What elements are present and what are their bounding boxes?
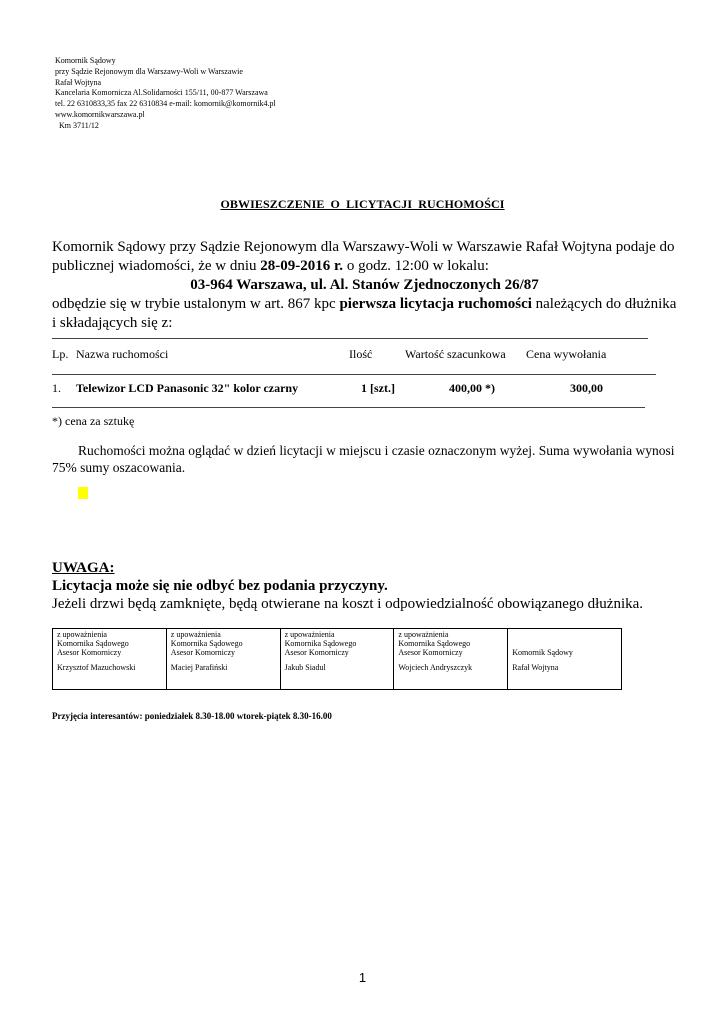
- sig-line: Asesor Komorniczy: [284, 647, 349, 657]
- price-footnote: *) cena za sztukę: [52, 414, 135, 428]
- sig-line: z upoważnienia: [170, 630, 221, 639]
- row-name: Telewizor LCD Panasonic 32" kolor czarny: [76, 381, 299, 395]
- viewing-text: Ruchomości można oglądać w dzień licytacji w miejscu i czasie oznaczonym wyżej. Suma wywołania wynosi 75% sumy oszacowania.: [52, 443, 675, 475]
- document-title: OBWIESZCZENIE O LICYTACJI RUCHOMOŚCI: [220, 197, 505, 211]
- warning-line-2: Jeżeli drzwi będą zamknięte, będą otwierane na koszt i odpowiedzialność obowiązanego dłużnika.: [52, 596, 644, 612]
- signature-cell: [53, 629, 167, 689]
- col-value: Wartość szacunkowa: [405, 347, 506, 361]
- auction-type: pierwsza licytacja ruchomości: [339, 296, 532, 312]
- header-line: Kancelaria Komornicza Al.Solidarności 155/11, 00-877 Warszawa: [55, 88, 268, 98]
- sig-line: Komornika Sądowego: [57, 638, 129, 648]
- intro-paragraph: [52, 238, 677, 333]
- signature-table: [52, 628, 622, 690]
- col-qty: Ilość: [349, 347, 373, 361]
- sig-line: z upoważnienia: [284, 630, 335, 639]
- sig-line: Asesor Komorniczy: [170, 647, 236, 657]
- warning-line-1: Licytacja może się nie odbyć bez podania przyczyny.: [52, 578, 388, 594]
- intro-text: Komornik Sądowy przy Sądzie Rejonowym dla Warszawy-Woli w Warszawie Rafał Wojtyna podaje do publicznej wiadomości, że w dniu: [52, 239, 675, 274]
- auction-date: 28-09-2016 r.: [260, 258, 344, 274]
- page-number: 1: [358, 970, 367, 985]
- intro-text: odbędzie się w trybie ustalonym w art. 867 kpc: [52, 296, 340, 312]
- col-lp: Lp.: [52, 347, 69, 361]
- sig-name: Jakub Siadul: [284, 663, 326, 672]
- case-number: Km 3711/12: [59, 120, 99, 130]
- row-qty: 1 [szt.]: [361, 381, 395, 395]
- auction-address: 03-964 Warszawa, ul. Al. Stanów Zjednoczonych 26/87: [190, 277, 539, 293]
- divider: [52, 338, 648, 339]
- sig-line: Asesor Komorniczy: [398, 647, 463, 657]
- signature-cell: [281, 629, 395, 689]
- sig-name: Krzysztof Mazuchowski: [57, 663, 136, 672]
- col-name: Nazwa ruchomości: [76, 347, 169, 361]
- row-value: 400,00 *): [449, 381, 495, 395]
- col-price: Cena wywołania: [526, 347, 607, 361]
- viewing-paragraph: [52, 442, 677, 476]
- header-website: www.komornikwarszawa.pl: [55, 109, 145, 119]
- intro-text: należących do dłużnika i składających się z:: [52, 296, 677, 331]
- sig-line: z upoważnienia: [398, 630, 449, 639]
- row-lp: 1.: [52, 381, 61, 395]
- sig-line: z upoważnienia: [57, 630, 107, 639]
- header-line: Rafał Wojtyna: [55, 77, 102, 87]
- divider: [52, 374, 656, 375]
- sig-line: Komornika Sądowego: [170, 638, 243, 648]
- header-line: Komornik Sądowy: [55, 56, 116, 65]
- bailiff-header: [55, 56, 276, 132]
- intro-text: o godz.: [343, 258, 391, 274]
- sig-name: Maciej Parafiński: [170, 663, 228, 672]
- sig-line: Komornik Sądowy: [512, 647, 573, 657]
- signature-cell: [394, 629, 508, 689]
- sig-line: [512, 631, 618, 640]
- auction-time: 12:00 w lokalu:: [390, 258, 489, 274]
- sig-name: Rafał Wojtyna: [512, 663, 559, 672]
- row-price: 300,00: [570, 381, 603, 395]
- sig-line: Komornika Sądowego: [398, 638, 471, 648]
- header-line: tel. 22 6310833,35 fax 22 6310834 e-mail: komornik@komornik4.pl: [55, 99, 276, 109]
- warning-title: UWAGA:: [52, 560, 115, 576]
- signature-cell: [167, 629, 281, 689]
- signature-cell: [508, 629, 621, 689]
- sig-line: Asesor Komorniczy: [57, 647, 122, 657]
- divider: [52, 407, 645, 408]
- header-line: przy Sądzie Rejonowym dla Warszawy-Woli w Warszawie: [55, 66, 243, 76]
- sig-name: Wojciech Andryszczyk: [398, 663, 473, 672]
- highlight-mark: [78, 487, 88, 499]
- office-hours: Przyjęcia interesantów: poniedziałek 8.30-18.00 wtorek-piątek 8.30-16.00: [52, 711, 332, 721]
- warning-section: [52, 559, 643, 613]
- sig-line: Komornika Sądowego: [284, 638, 357, 648]
